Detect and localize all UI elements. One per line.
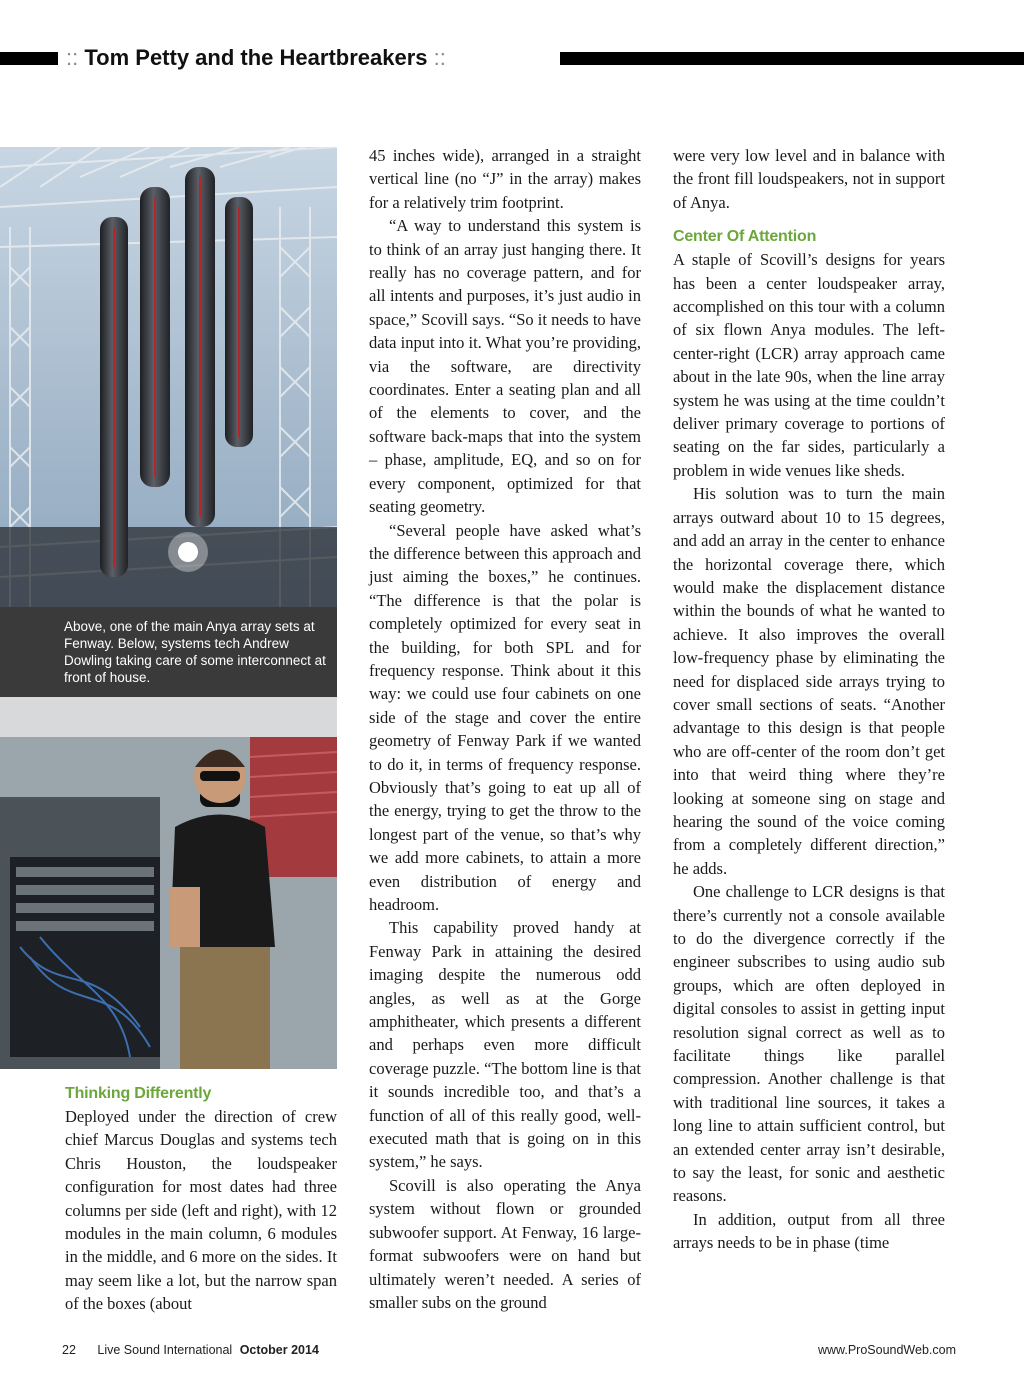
- paragraph: were very low level and in balance with the front fill loudspeakers, not in support of Anya.: [673, 146, 945, 212]
- foh-illustration: [0, 697, 337, 1069]
- text-column-1: [65, 1082, 337, 1316]
- paragraph: One challenge to LCR designs is that there’s currently not a console available to do the divergence correctly if the engineer subscribes to using audio sub groups, which are often deployed in digital consoles to assist in getting input resolution signal correct as well as to facilitate things like parallel compression. Another challenge is that with traditional line sources, it takes a long line to attain sufficient control, but an extended center array isn’t desirable, to say the least, for sonic and aesthetic reasons.: [673, 882, 945, 1206]
- section-title: [66, 44, 446, 72]
- paragraph: His solution was to turn the main arrays outward about 10 to 15 degrees, and add an array in the center to enhance the horizontal coverage there, which would make the displacement distance within the bounds of what he wanted to achieve. It also improves the overall low-frequency phase by eliminating the need for displaced side arrays trying to cover small sections of seats. “Another advantage to this design is that people who are off-center of the room don’t get into that weird thing where they’re looking at someone sing on stage and hearing the sound of the voice coming from a completely different direction,” he adds.: [673, 484, 945, 878]
- page-number: 22: [62, 1343, 76, 1357]
- title-prefix: ::: [66, 45, 79, 70]
- title-suffix: ::: [433, 45, 446, 70]
- photo-caption: Above, one of the main Anya array sets at Fenway. Below, systems tech Andrew Dowling taking care of some interconnect at front of house.: [0, 607, 337, 697]
- photo-systems-tech: [0, 697, 337, 1069]
- title-text: Tom Petty and the Heartbreakers: [84, 45, 428, 70]
- paragraph: Scovill is also operating the Anya system without flown or grounded subwoofer support. At Fenway, 16 large-format subwoofers were on hand but ultimately weren’t needed. A series of smaller subs on the ground: [369, 1175, 641, 1312]
- publication-name: Live Sound International: [97, 1343, 233, 1357]
- footer-url[interactable]: www.ProSoundWeb.com: [817, 1343, 956, 1357]
- header-bar-left: [0, 52, 58, 65]
- subhead-thinking-differently: Thinking Differently: [65, 1085, 212, 1102]
- header-bar-right: [560, 52, 1024, 65]
- paragraph: Deployed under the direction of crew chief Marcus Douglas and systems tech Chris Houston, the loudspeaker configuration for most dates had three columns per side (left and right), with 12 modules in the main column, 6 modules in the middle, and 6 more on the sides. It may seem like a lot, but the narrow span of the boxes (about: [65, 1107, 337, 1314]
- footer-left: [62, 1343, 319, 1357]
- subhead-center-of-attention: Center Of Attention: [673, 228, 817, 246]
- text-column-2: [369, 144, 641, 1314]
- photo-anya-array: [0, 147, 337, 607]
- paragraph: 45 inches wide), arranged in a straight vertical line (no “J” in the array) makes for a relatively trim footprint.: [369, 146, 641, 212]
- issue-date: October 2014: [239, 1343, 319, 1357]
- text-column-3: [673, 144, 945, 1255]
- paragraph: “Several people have asked what’s the difference between this approach and just aiming the boxes,” he continues. “The difference is that the polar is completely optimized for every seat in the building, for both SPL and for frequency response. Think about it this way: we could use four cabinets on one side of the stage and cover the entire geometry of Fenway Park if we wanted to do it, in terms of frequency response. Obviously that’s going to eat up all of the energy, trying to get the throw to the longest part of the venue, so that’s why we add more cabinets, to attain a more even distribution of energy and headroom.: [369, 520, 641, 914]
- paragraph: This capability proved handy at Fenway Park in attaining the desired imaging despite the numerous odd angles, as well as at the Gorge amphitheater, which presents a different and perhaps even more difficult coverage puzzle. “The bottom line is that it sounds incredible too, and that’s a function of all of this really good, well-executed math that is going on in this system,” he says.: [369, 918, 641, 1172]
- paragraph: “A way to understand this system is to think of an array just hanging there. It really has no coverage pattern, and for all intents and purposes, it’s just audio in space,” Scovill says. “So it needs to have data input into it. What you’re providing, via the software, are directivity coordinates. Enter a seating plan and all of the elements to cover, and the software back-maps that into the system – phase, amplitude, EQ, and so on for every component, optimized for that seating geometry.: [369, 216, 641, 517]
- page-header: [0, 44, 1024, 72]
- paragraph: In addition, output from all three arrays needs to be in phase (time: [673, 1209, 945, 1253]
- array-illustration: [0, 147, 337, 607]
- paragraph: A staple of Scovill’s designs for years has been a center loudspeaker array, accomplished on this tour with a column of six flown Anya modules. The left-center-right (LCR) array approach came about in the late 90s, when the line array system he was using at the time couldn’t deliver primary coverage to portions of seating on the far sides, particularly a problem in wide venues like sheds.: [673, 250, 945, 480]
